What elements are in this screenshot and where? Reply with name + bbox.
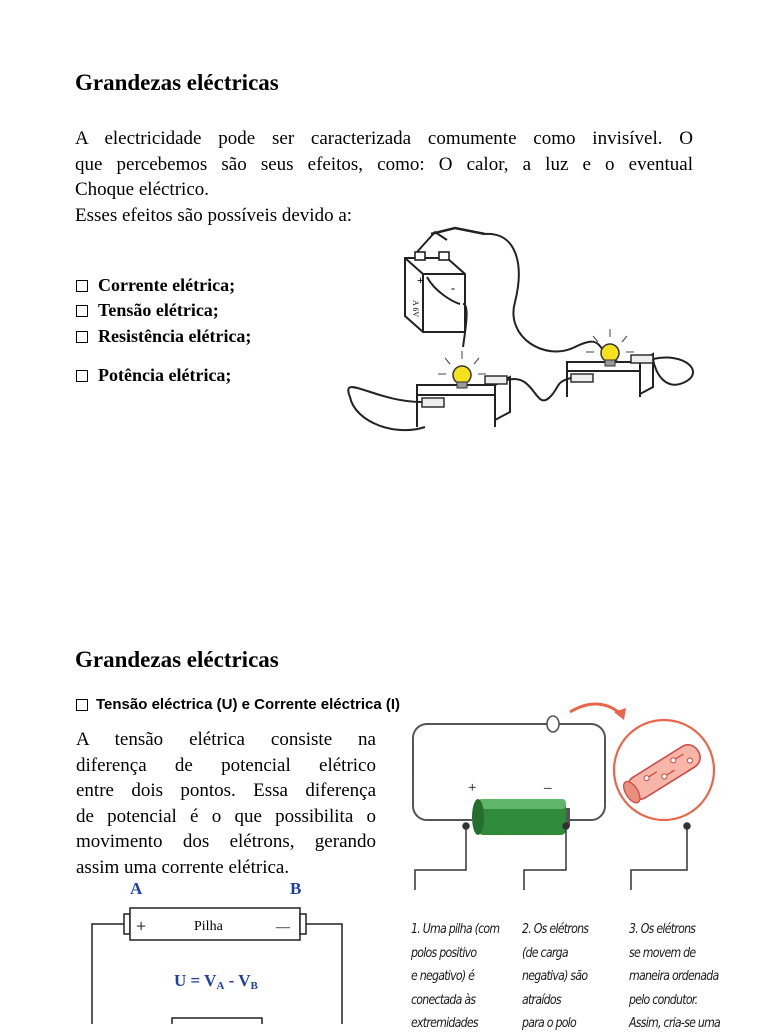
pilha-plus: + xyxy=(136,916,147,936)
pilha-label: Pilha xyxy=(194,919,223,934)
paragraph-line: entre dois pontos. Essa diferença xyxy=(76,780,376,801)
caption-line: 3. Os elétrons xyxy=(629,922,696,937)
caption-1 xyxy=(411,918,499,1036)
caption-line: polos positivo xyxy=(411,945,477,961)
paragraph-line: que percebemos são seus efeitos, como: O calor, a luz e o eventual xyxy=(75,153,693,175)
point-b-label: B xyxy=(290,879,302,898)
list-item-label: Tensão elétrica; xyxy=(98,300,219,320)
slide1-title: Grandezas eléctricas xyxy=(75,70,279,95)
caption-line: atraídos xyxy=(522,992,561,1008)
caption-line: 2. Os elétrons xyxy=(522,922,589,937)
checkbox-icon xyxy=(76,370,88,382)
bulb-icon xyxy=(438,351,486,388)
caption-line: Assim, cria-se uma xyxy=(629,1016,721,1031)
slide2-subheading xyxy=(76,696,400,713)
diagram-plus: + xyxy=(468,780,477,796)
battery-bulbs-illustration xyxy=(335,222,705,444)
list-item xyxy=(76,365,231,386)
electron-flow-diagram xyxy=(400,700,740,890)
battery-plus-label: + xyxy=(417,273,424,287)
caption-line: (de carga xyxy=(522,945,568,961)
zoom-arrow-icon xyxy=(570,704,622,715)
paragraph-line: movimento dos elétrons, gerando xyxy=(76,831,376,852)
diagram-minus: – xyxy=(544,780,552,796)
paragraph-line: de potencial é o que possibilita o xyxy=(76,805,376,827)
paragraph-line: assim uma corrente elétrica. xyxy=(76,856,290,878)
effects-list xyxy=(76,275,336,395)
caption-line: e negativo) é xyxy=(411,969,475,984)
list-item-label: Resistência elétrica; xyxy=(98,326,252,346)
caption-line: pelo condutor. xyxy=(629,992,698,1008)
slide2-paragraph xyxy=(76,727,376,880)
paragraph-line: diferença de potencial elétrico xyxy=(76,754,376,776)
list-item xyxy=(76,300,219,321)
caption-line: para o polo xyxy=(522,1016,576,1031)
caption-line: 1. Uma pilha (com xyxy=(411,922,500,937)
battery-minus-label: - xyxy=(451,281,455,295)
pilha-battery xyxy=(124,908,306,940)
slide1-paragraph xyxy=(75,126,693,228)
voltage-formula: U = VA - VB xyxy=(174,971,258,992)
slide2-title: Grandezas eléctricas xyxy=(75,647,279,672)
caption-line: se movem de xyxy=(629,945,696,961)
resistor-box xyxy=(172,1018,262,1024)
battery-icon xyxy=(405,252,465,332)
bulb-icon xyxy=(586,329,634,366)
pilha-minus: — xyxy=(276,920,290,935)
paragraph-lead: Esses efeitos são possíveis devido a: xyxy=(75,204,353,226)
caption-2 xyxy=(522,918,588,1036)
caption-line: negativa) são xyxy=(522,969,588,984)
paragraph-line: Choque eléctrico. xyxy=(75,179,210,200)
list-item-label: Corrente elétrica; xyxy=(98,275,236,295)
checkbox-icon xyxy=(76,305,88,317)
conductor-zoom-circle xyxy=(614,720,714,820)
battery-voltage-label: A 6V xyxy=(411,300,420,318)
subheading-text: Tensão eléctrica (U) e Corrente eléctrica (I) xyxy=(96,696,400,713)
zoom-marker-icon xyxy=(547,716,559,732)
pilha-circuit-diagram xyxy=(86,876,356,1024)
point-a-label: A xyxy=(130,879,143,898)
caption-line: maneira ordenada xyxy=(629,969,719,984)
list-item xyxy=(76,275,235,296)
list-item-label: Potência elétrica; xyxy=(98,365,232,385)
paragraph-line: A electricidade pode ser caracterizada comumente como invisível. O xyxy=(75,128,693,149)
checkbox-icon xyxy=(76,331,88,343)
checkbox-icon xyxy=(76,699,88,711)
caption-line: conectada às xyxy=(411,992,476,1008)
caption-3 xyxy=(629,918,720,1036)
caption-line: extremidades xyxy=(411,1016,478,1031)
checkbox-icon xyxy=(76,280,88,292)
list-item xyxy=(76,326,251,347)
paragraph-line: A tensão elétrica consiste na xyxy=(76,729,376,750)
green-battery-icon xyxy=(472,796,570,836)
